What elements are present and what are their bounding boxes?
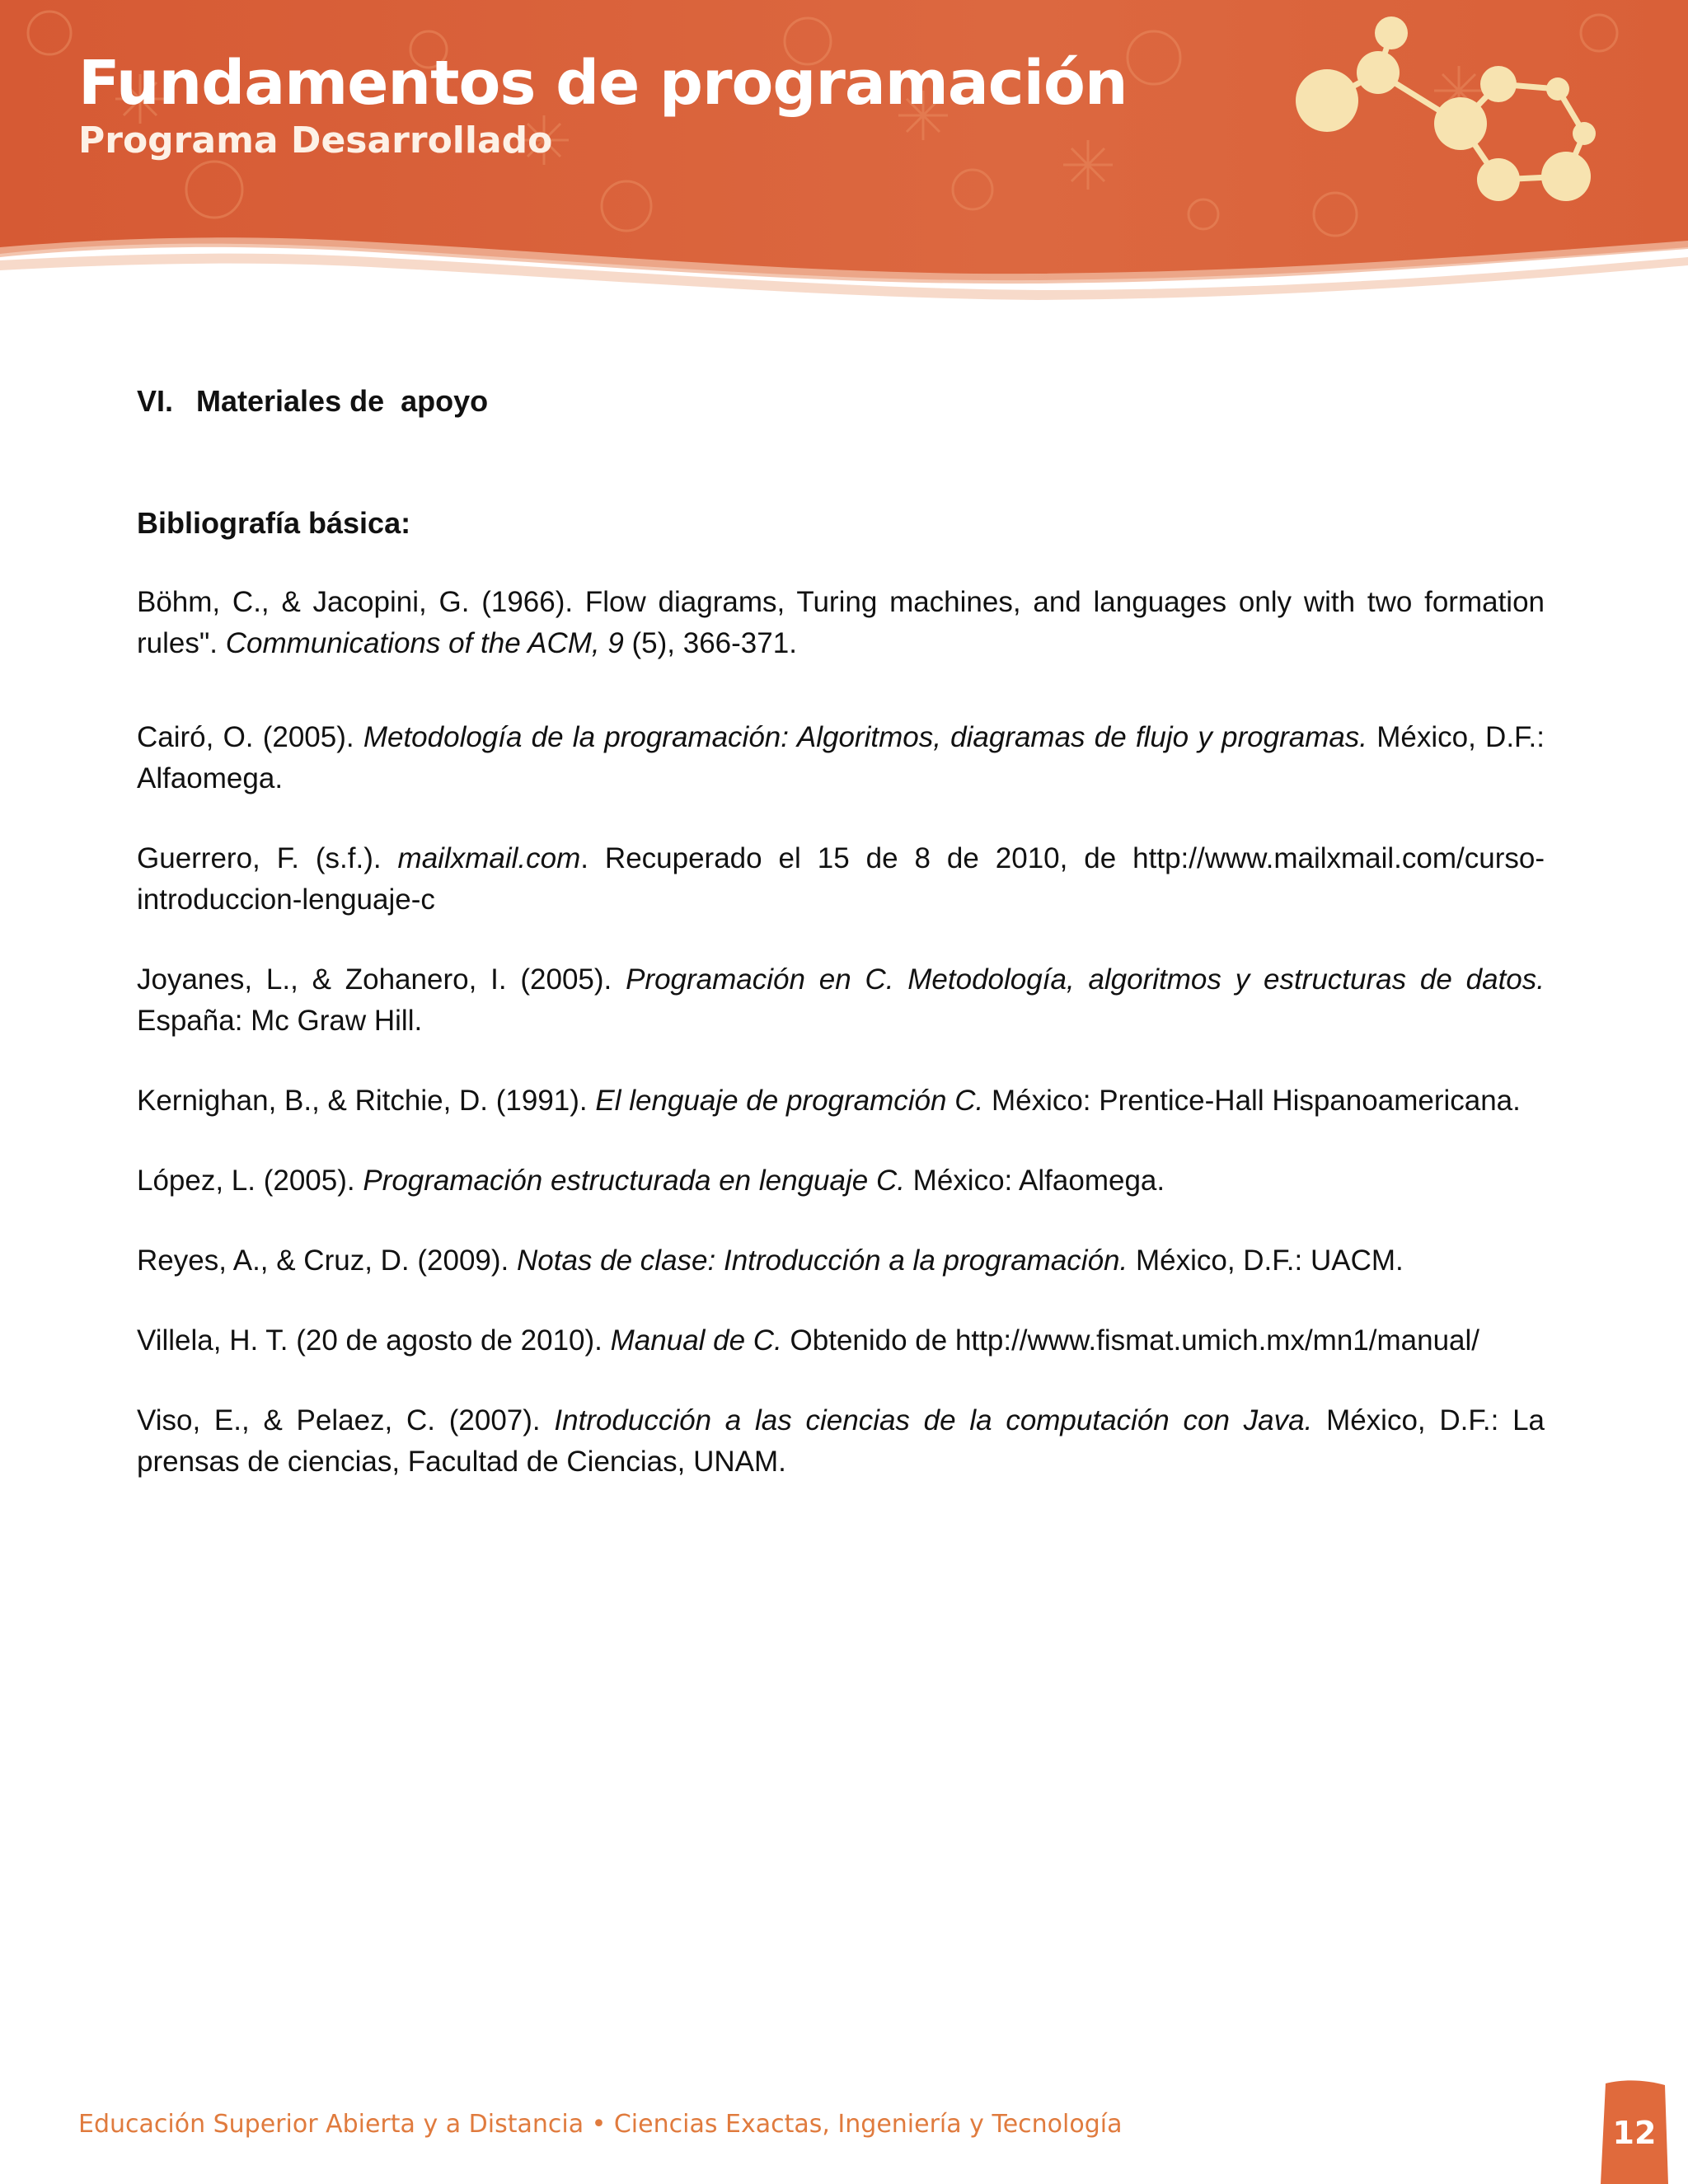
reference-source: Programación en C. Metodología, algoritmos y estructuras de datos. <box>626 963 1545 996</box>
reference-item <box>137 1320 1545 1361</box>
page-number: 12 <box>1612 2115 1657 2151</box>
bibliography-heading: Bibliografía básica: <box>137 506 411 540</box>
reference-item <box>137 1400 1545 1483</box>
reference-text: México, D.F.: Alfaomega. <box>137 721 1545 794</box>
reference-item <box>137 1240 1545 1282</box>
reference-source: Communications of the ACM, 9 <box>225 627 624 659</box>
reference-text: Obtenido de http://www.fismat.umich.mx/mn1/manual/ <box>781 1324 1479 1357</box>
document-title: Fundamentos de programación <box>78 48 1128 119</box>
reference-text: (5), 366-371. <box>623 627 797 659</box>
reference-text: México: Alfaomega. <box>904 1165 1165 1197</box>
reference-item <box>137 959 1545 1042</box>
page-content <box>137 381 1545 1521</box>
reference-item <box>137 1080 1545 1122</box>
reference-text: México, D.F.: La prensas de ciencias, Facultad de Ciencias, UNAM. <box>137 1404 1545 1478</box>
reference-list <box>137 582 1545 1483</box>
reference-text: Reyes, A., & Cruz, D. (2009). <box>137 1244 517 1277</box>
reference-source: mailxmail.com <box>397 842 581 874</box>
reference-source: Programación estructurada en lenguaje C. <box>363 1165 905 1197</box>
reference-item <box>137 717 1545 799</box>
page-number-tab <box>1601 2079 1668 2184</box>
reference-source: Introducción a las ciencias de la computación con Java. <box>554 1404 1313 1436</box>
reference-item <box>137 582 1545 664</box>
section-title: Materiales de apoyo <box>196 384 489 418</box>
reference-text: . Recuperado el 15 de 8 de 2010, de http://www.mailxmail.com/curso-introduccion-lenguaje-c <box>137 842 1545 916</box>
reference-source: Manual de C. <box>610 1324 782 1357</box>
reference-text: Böhm, C., & Jacopini, G. (1966). Flow diagrams, Turing machines, and languages only with two formation rules". <box>137 586 1545 659</box>
reference-text: Cairó, O. (2005). <box>137 721 363 753</box>
reference-item <box>137 1160 1545 1202</box>
reference-text: México: Prentice-Hall Hispanoamericana. <box>983 1085 1521 1117</box>
reference-text: Joyanes, L., & Zohanero, I. (2005). <box>137 963 626 996</box>
header-banner <box>0 0 1688 321</box>
reference-text: López, L. (2005). <box>137 1165 363 1197</box>
reference-text: Guerrero, F. (s.f.). <box>137 842 398 874</box>
reference-source: Notas de clase: Introducción a la programación. <box>517 1244 1128 1277</box>
reference-text: Kernighan, B., & Ritchie, D. (1991). <box>137 1085 596 1117</box>
document-subtitle: Programa Desarrollado <box>78 120 553 162</box>
section-number: VI. <box>137 384 174 418</box>
reference-source: Metodología de la programación: Algoritmos, diagramas de flujo y programas. <box>363 721 1368 753</box>
reference-text: Villela, H. T. (20 de agosto de 2010). <box>137 1324 611 1357</box>
reference-text: Viso, E., & Pelaez, C. (2007). <box>137 1404 555 1436</box>
section-heading <box>137 381 1545 422</box>
reference-text: España: Mc Graw Hill. <box>137 1005 423 1037</box>
reference-text: México, D.F.: UACM. <box>1128 1244 1404 1277</box>
reference-source: El lenguaje de programción C. <box>595 1085 984 1117</box>
reference-item <box>137 838 1545 921</box>
footer-text: Educación Superior Abierta y a Distancia • Ciencias Exactas, Ingeniería y Tecnología <box>78 2110 1123 2139</box>
